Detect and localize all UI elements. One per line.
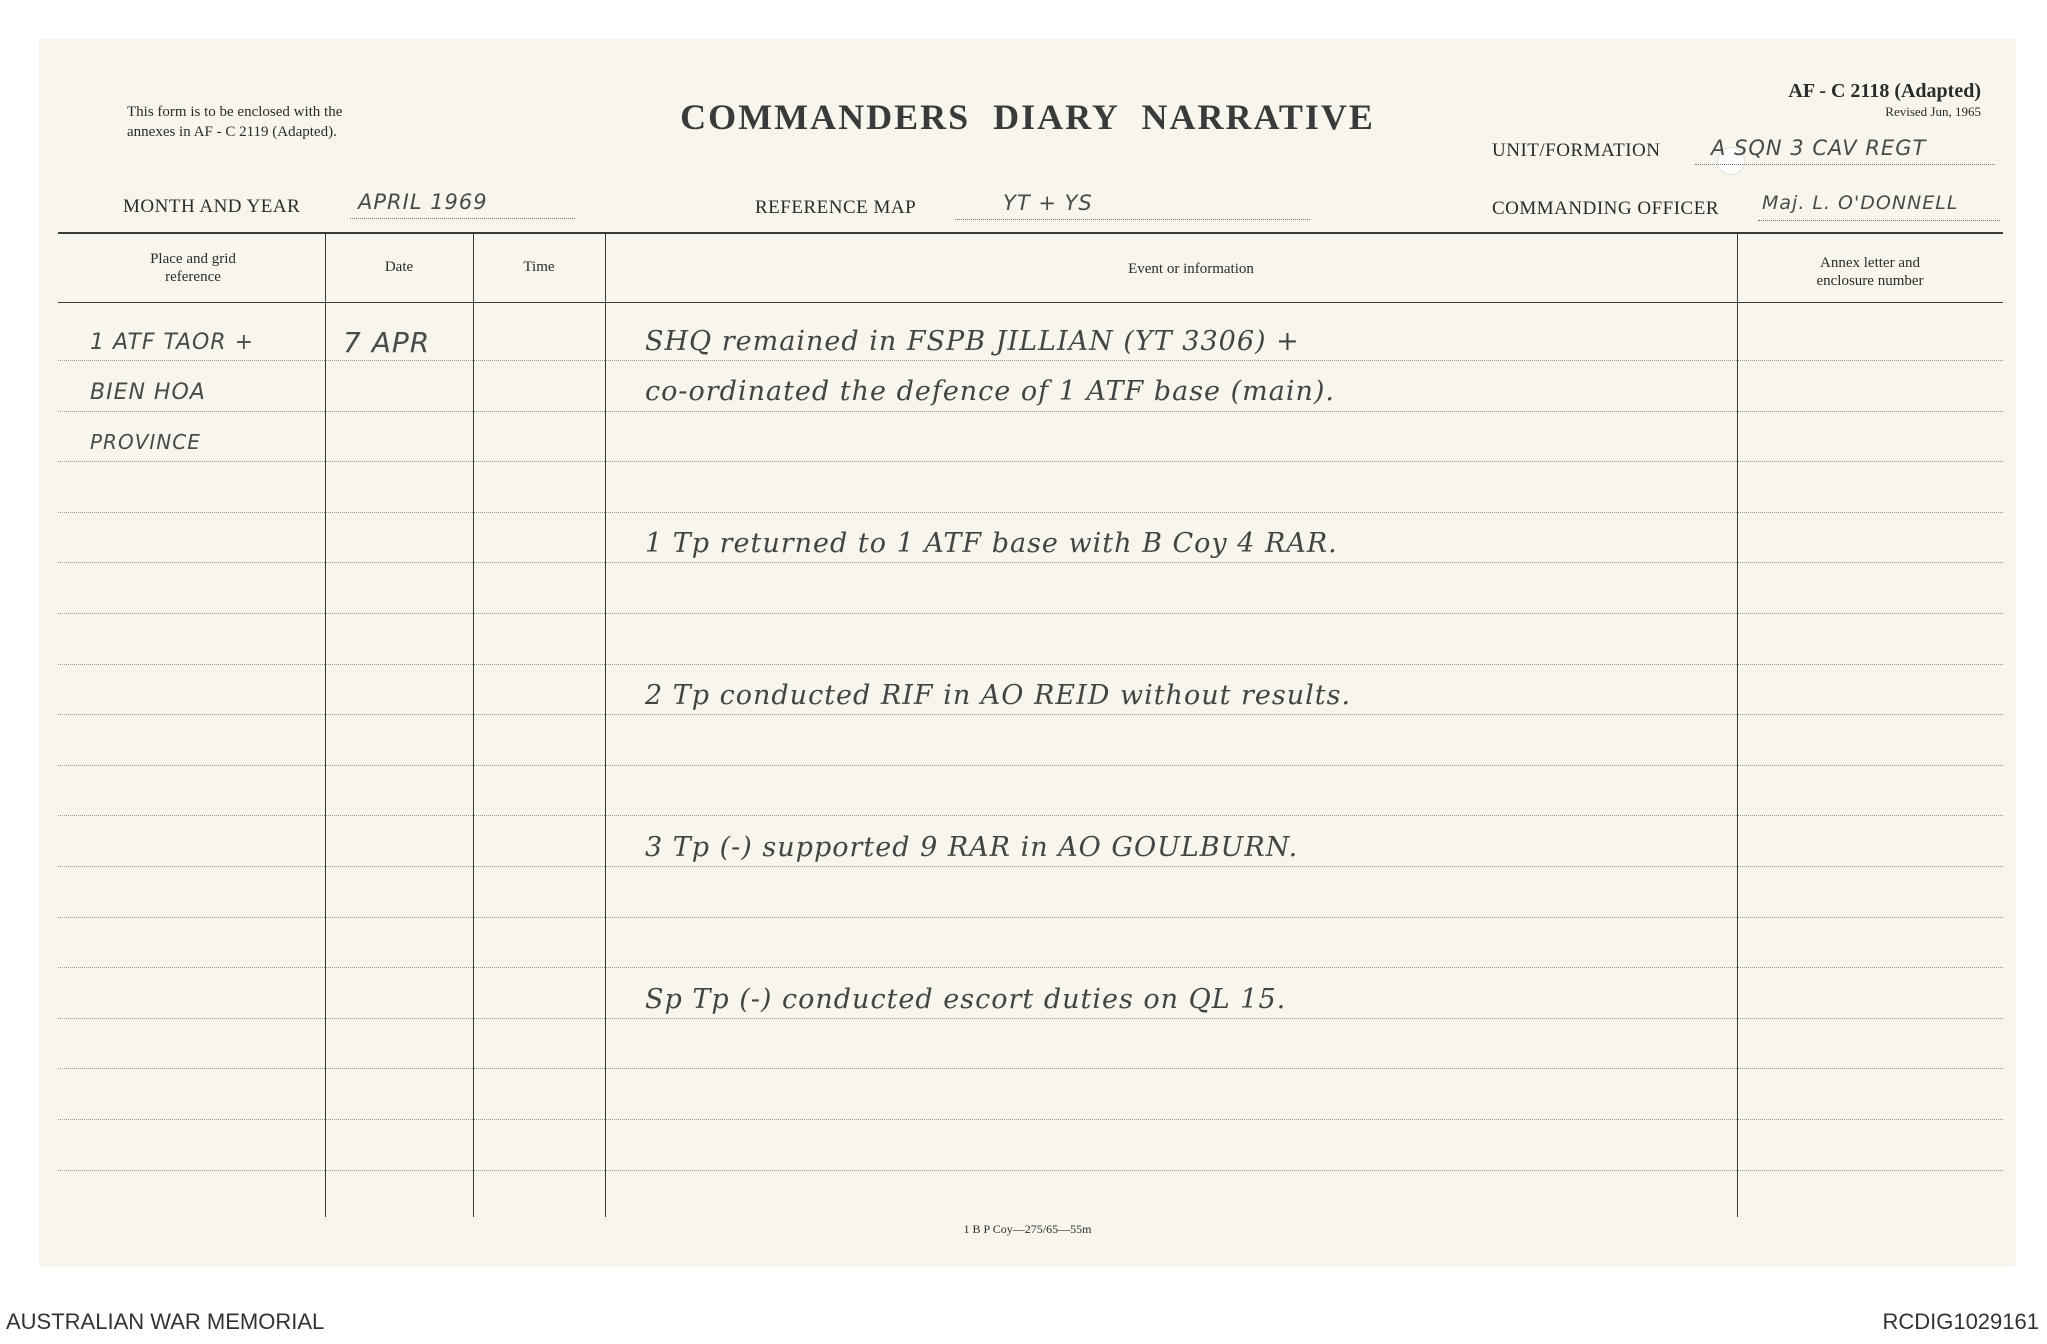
event-line-6: Sp Tp (-) conducted escort duties on QL 15.	[645, 984, 1287, 1015]
col-divider-2	[473, 232, 474, 1217]
row-rule	[58, 1119, 2003, 1120]
place-line-1: 1 ATF TAOR +	[90, 330, 255, 355]
row-rule	[58, 411, 2003, 412]
row-rule	[58, 815, 2003, 816]
row-rule	[58, 562, 2003, 563]
map-label: REFERENCE MAP	[755, 197, 917, 218]
event-line-5: 3 Tp (-) supported 9 RAR in AO GOULBURN.	[645, 832, 1299, 863]
row-rule	[58, 664, 2003, 665]
row-rule	[58, 1068, 2003, 1069]
col-divider-3	[605, 232, 606, 1217]
map-value: YT + YS	[1003, 191, 1093, 215]
col-header-place	[58, 250, 328, 286]
co-label: COMMANDING OFFICER	[1492, 198, 1719, 219]
unit-value: A SQN 3 CAV REGT	[1711, 136, 1927, 160]
event-line-2: co-ordinated the defence of 1 ATF base (main).	[645, 376, 1335, 407]
row-rule	[58, 512, 2003, 513]
row-rule	[58, 866, 2003, 867]
col-header-place-line1: Place and grid	[150, 251, 236, 267]
col-divider-1	[325, 232, 326, 1217]
header-underline	[58, 302, 2003, 303]
col-header-annex-line2: enclosure number	[1816, 273, 1924, 289]
row-rule	[58, 461, 2003, 462]
revised-date: Revised Jun, 1965	[1885, 104, 1981, 119]
unit-field	[1695, 136, 1995, 165]
place-line-2: BIEN HOA	[90, 380, 206, 405]
map-field	[955, 191, 1310, 220]
unit-label: UNIT/FORMATION	[1492, 140, 1661, 161]
printer-imprint: 1 B P Coy—275/65—55m	[963, 1222, 1092, 1236]
col-header-annex-line1: Annex letter and	[1820, 255, 1920, 271]
row-rule	[58, 1170, 2003, 1171]
col-header-place-line2: reference	[165, 269, 221, 285]
row-rule	[58, 613, 2003, 614]
col-header-date: Date	[384, 259, 414, 275]
row-rule	[58, 917, 2003, 918]
month-field	[350, 190, 575, 219]
footer-record-id: RCDIG1029161	[1882, 1309, 2039, 1334]
entry-date: 7 APR	[343, 326, 431, 359]
col-header-event: Event or information	[1128, 261, 1254, 277]
row-rule	[58, 360, 2003, 361]
row-rule	[58, 714, 2003, 715]
diary-form	[40, 40, 2015, 1265]
enclosure-note-line2: annexes in AF - C 2119 (Adapted).	[127, 124, 337, 140]
footer-institution: AUSTRALIAN WAR MEMORIAL	[6, 1309, 325, 1334]
event-line-1: SHQ remained in FSPB JILLIAN (YT 3306) +	[645, 326, 1300, 357]
co-value: Maj. L. O'DONNELL	[1762, 192, 1959, 214]
month-value: APRIL 1969	[358, 190, 488, 214]
row-rule	[58, 967, 2003, 968]
table-top-rule	[58, 232, 2003, 234]
col-divider-4	[1737, 232, 1738, 1217]
event-line-3: 1 Tp returned to 1 ATF base with B Coy 4 RAR.	[645, 528, 1338, 559]
form-number: AF - C 2118 (Adapted)	[1788, 80, 1981, 102]
place-line-3: PROVINCE	[90, 430, 201, 454]
col-header-annex	[1737, 254, 2003, 290]
co-field	[1758, 192, 2000, 221]
event-line-4: 2 Tp conducted RIF in AO REID without results.	[645, 680, 1352, 711]
col-header-time: Time	[523, 259, 555, 275]
form-title: COMMANDERS DIARY NARRATIVE	[680, 97, 1375, 137]
row-rule	[58, 1018, 2003, 1019]
row-rule	[58, 765, 2003, 766]
month-label: MONTH AND YEAR	[123, 196, 301, 217]
enclosure-note-line1: This form is to be enclosed with the	[127, 104, 343, 120]
